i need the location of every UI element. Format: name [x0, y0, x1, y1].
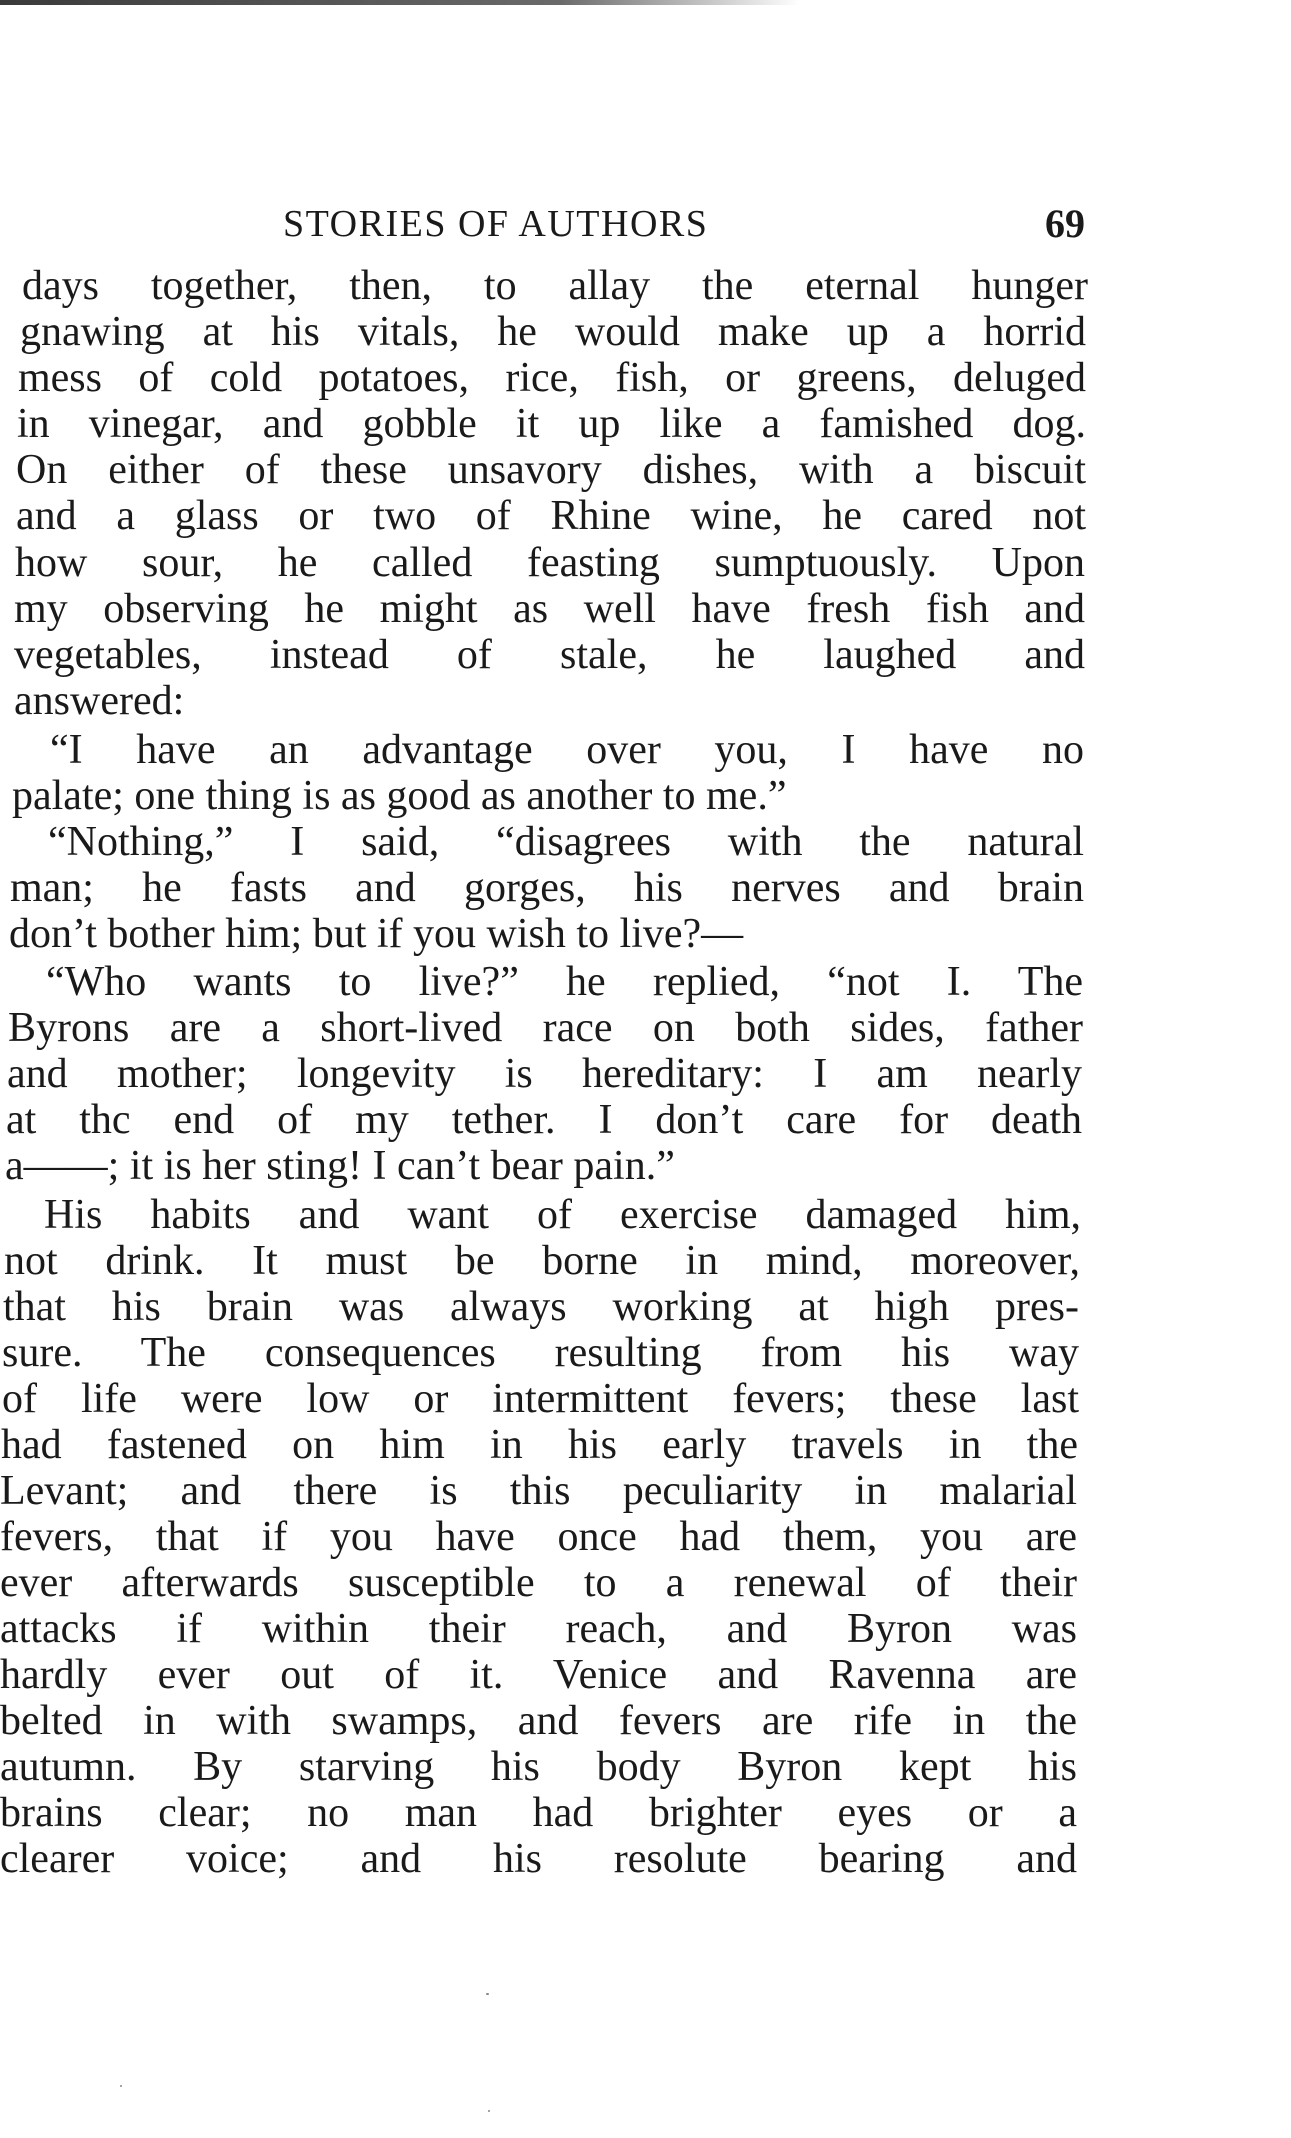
text-line: my observing he might as well have fresh fish and [14, 586, 1085, 632]
paper-speck [486, 1993, 489, 1995]
text-line: had fastened on him in his early travels in the [1, 1422, 1078, 1468]
text-line: On either of these unsavory dishes, with a biscuit [16, 447, 1086, 493]
text-line: days together, then, to allay the eternal hunger [22, 263, 1088, 309]
text-line: brains clear; no man had brighter eyes or a [0, 1790, 1077, 1836]
text-line: man; he fasts and gorges, his nerves and brain [10, 865, 1084, 911]
text-line: mess of cold potatoes, rice, fish, or greens, deluged [18, 355, 1086, 401]
text-line: palate; one thing is as good as another to me.” [12, 773, 787, 819]
text-line: fevers, that if you have once had them, you are [0, 1514, 1077, 1560]
text-line: “I have an advantage over you, I have no [50, 727, 1084, 773]
running-head [0, 194, 1291, 254]
text-line: gnawing at his vitals, he would make up a horrid [20, 309, 1086, 355]
text-line: vegetables, instead of stale, he laughed and [14, 632, 1085, 678]
paper-speck [488, 2110, 490, 2112]
text-line: how sour, he called feasting sumptuously. Upon [15, 540, 1085, 586]
text-line: that his brain was always working at high pres- [3, 1284, 1079, 1330]
text-line: and mother; longevity is hereditary: I am nearly [7, 1051, 1082, 1097]
text-line: a——; it is her sting! I can’t bear pain.” [5, 1143, 675, 1189]
text-line: hardly ever out of it. Venice and Ravenna are [0, 1652, 1077, 1698]
text-line: His habits and want of exercise damaged him, [44, 1192, 1081, 1238]
text-line: answered: [14, 678, 185, 724]
page-top-edge [0, 0, 800, 5]
paper-speck [120, 2085, 122, 2087]
text-line: of life were low or intermittent fevers; these last [2, 1376, 1079, 1422]
running-title: STORIES OF AUTHORS [283, 203, 709, 245]
text-line: and a glass or two of Rhine wine, he cared not [16, 493, 1086, 539]
page-number: 69 [1045, 201, 1085, 246]
text-line: sure. The consequences resulting from his way [2, 1330, 1079, 1376]
text-line: clearer voice; and his resolute bearing and [0, 1836, 1077, 1882]
text-line: not drink. It must be borne in mind, moreover, [4, 1238, 1080, 1284]
text-line: at thc end of my tether. I don’t care for death [6, 1097, 1082, 1143]
text-line: Byrons are a short-lived race on both sides, father [8, 1005, 1083, 1051]
text-line: belted in with swamps, and fevers are rife in the [0, 1698, 1077, 1744]
text-line: attacks if within their reach, and Byron was [0, 1606, 1077, 1652]
text-line: “Who wants to live?” he replied, “not I. The [46, 959, 1083, 1005]
text-line: “Nothing,” I said, “disagrees with the natural [48, 819, 1084, 865]
text-line: Levant; and there is this peculiarity in malarial [0, 1468, 1077, 1514]
text-line: ever afterwards susceptible to a renewal of their [0, 1560, 1077, 1606]
text-line: autumn. By starving his body Byron kept his [0, 1744, 1077, 1790]
text-line: in vinegar, and gobble it up like a famished dog. [17, 401, 1086, 447]
text-line: don’t bother him; but if you wish to live?— [9, 911, 744, 957]
